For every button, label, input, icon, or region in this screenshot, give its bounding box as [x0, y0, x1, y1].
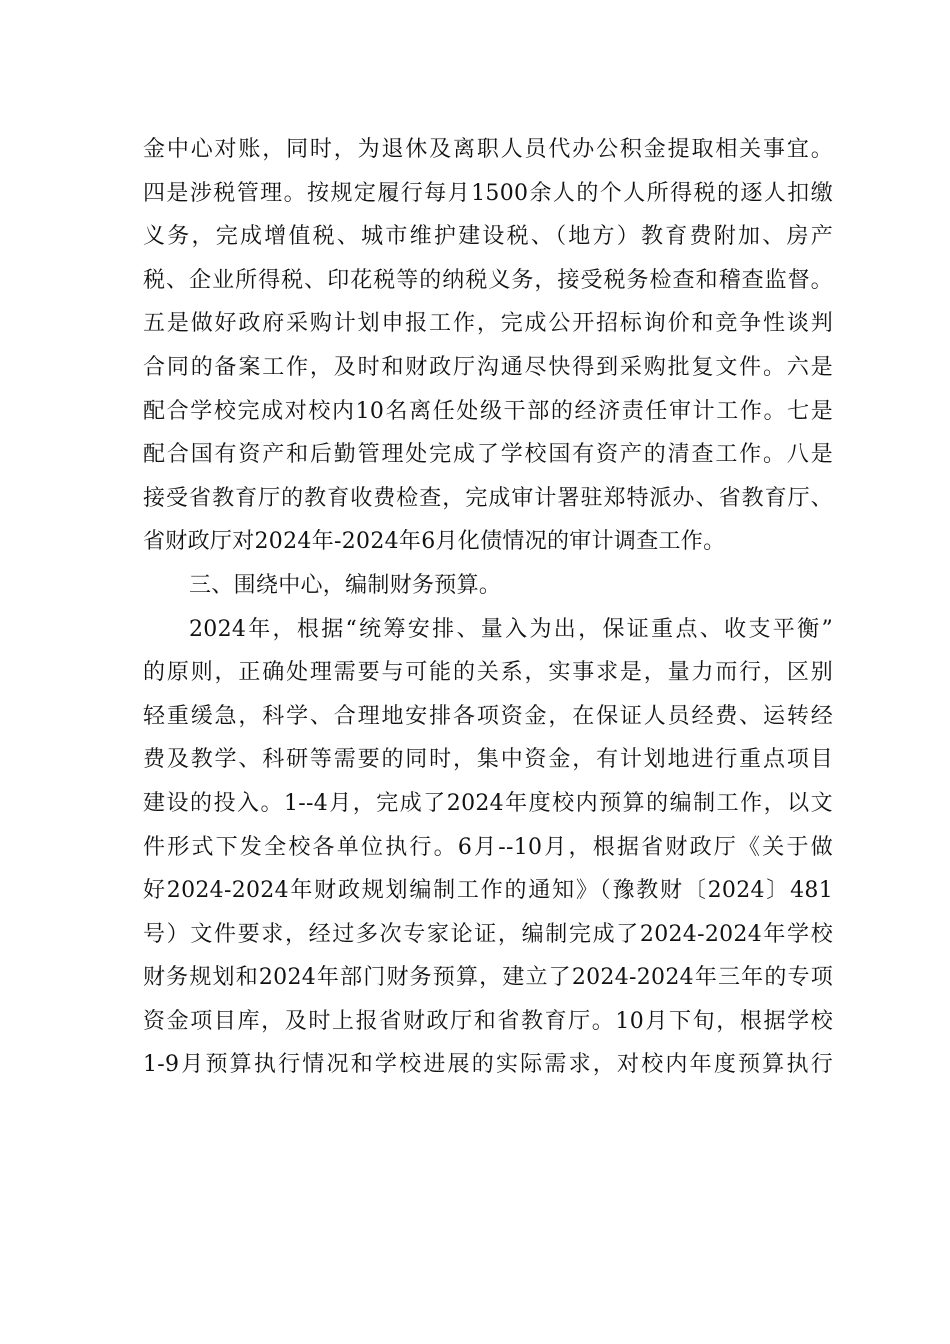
text-line: 件形式下发全校各单位执行。6月--10月，根据省财政厅《关于做	[143, 834, 833, 860]
text-line: 合同的备案工作，及时和财政厅沟通尽快得到采购批复文件。六是	[143, 354, 833, 380]
text-line: 金中心对账，同时，为退休及离职人员代办公积金提取相关事宜。	[143, 137, 833, 162]
text-line: 接受省教育厅的教育收费检查，完成审计署驻郑特派办、省教育厅、	[143, 485, 833, 511]
text-line: 四是涉税管理。按规定履行每月1500余人的个人所得税的逐人扣缴	[143, 180, 833, 206]
text-line: 建设的投入。1--4月，完成了2024年度校内预算的编制工作，以文	[143, 790, 833, 816]
text-line: 1-9月预算执行情况和学校进展的实际需求，对校内年度预算执行	[143, 1052, 833, 1078]
body-text	[143, 128, 833, 1087]
text-line: 号）文件要求，经过多次专家论证，编制完成了2024-2024年学校	[143, 921, 833, 947]
text-line: 轻重缓急，科学、合理地安排各项资金，在保证人员经费、运转经	[143, 703, 833, 729]
text-line: 省财政厅对2024年-2024年6月化债情况的审计调查工作。	[143, 529, 726, 555]
text-line: 五是做好政府采购计划申报工作，完成公开招标询价和竞争性谈判	[143, 311, 833, 337]
text-line: 2024年，根据“统筹安排、量入为出，保证重点、收支平衡”	[189, 616, 833, 642]
text-line: 税、企业所得税、印花税等的纳税义务，接受税务检查和稽查监督。	[143, 267, 833, 293]
text-line: 义务，完成增值税、城市维护建设税、（地方）教育费附加、房产	[143, 224, 833, 250]
section-heading: 三、围绕中心，编制财务预算。	[189, 572, 502, 598]
text-line: 费及教学、科研等需要的同时，集中资金，有计划地进行重点项目	[143, 747, 833, 773]
text-line: 财务规划和2024年部门财务预算，建立了2024-2024年三年的专项	[143, 965, 833, 991]
text-line: 的原则，正确处理需要与可能的关系，实事求是，量力而行，区别	[143, 660, 833, 686]
text-line: 资金项目库，及时上报省财政厅和省教育厅。10月下旬，根据学校	[143, 1008, 833, 1034]
text-line: 配合国有资产和后勤管理处完成了学校国有资产的清查工作。八是	[143, 442, 833, 468]
text-line: 配合学校完成对校内10名离任处级干部的经济责任审计工作。七是	[143, 398, 833, 424]
text-line: 好2024-2024年财政规划编制工作的通知》（豫教财〔2024〕481	[143, 878, 833, 904]
